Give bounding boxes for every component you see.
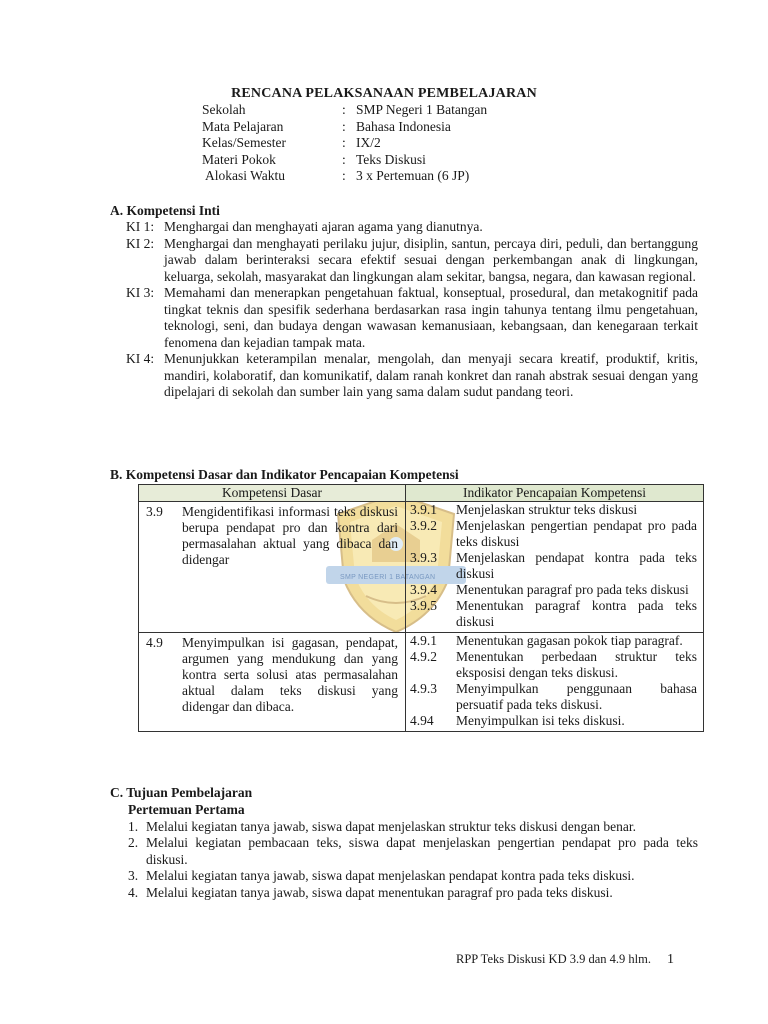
ki-item [126,285,698,351]
indicator-item [410,598,697,630]
indicator-number: 4.94 [410,713,434,728]
info-value: Bahasa Indonesia [356,118,451,134]
indicator-text: Menentukan gagasan pokok tiap paragraf. [456,633,683,648]
info-row [202,135,487,152]
indicator-item [410,649,697,681]
info-label: Alokasi Waktu [205,168,286,183]
section-b-heading: B. Kompetensi Dasar dan Indikator Pencapaian Kompetensi [110,467,459,482]
ki-key: KI 2: [126,235,155,251]
indicator-text: Menentukan perbedaan struktur teks eksposisi dengan teks diskusi. [456,649,697,680]
indicator-number: 3.9.3 [410,550,437,565]
indicator-number: 4.9.1 [410,633,437,648]
goal-item [128,885,698,902]
info-sep: : [342,168,346,183]
info-sep: : [342,151,346,167]
indicator-text: Menentukan paragraf kontra pada teks diskusi [456,598,697,629]
goal-number: 4. [128,884,139,900]
document-title: RENCANA PELAKSANAAN PEMBELAJARAN [231,86,537,101]
ki-text: Memahami dan menerapkan pengetahuan faktual, konseptual, prosedural, dan metakognitif pada tingkat teknis dan spesifik sederhana berdasarkan rasa ingin tahunya tentang ilmu pengetahuan, teknologi, seni, dan budaya dengan wawasan kemanusiaan, kebangsaan, dan kenegaraan terkait fenomena dan kejadian tampak mata. [164,285,698,350]
goal-text: Melalui kegiatan tanya jawab, siswa dapat menjelaskan pendapat kontra pada teks diskusi. [146,868,635,883]
indicator-item [410,713,697,729]
indicator-cell [406,502,704,633]
section-c-heading: C. Tujuan Pembelajaran [110,785,253,800]
info-row [202,119,487,136]
info-label: Kelas/Semester [202,135,286,150]
info-value: 3 x Pertemuan (6 JP) [356,168,470,183]
indicator-number: 4.9.2 [410,649,437,664]
indicator-cell [406,633,704,732]
meeting-subheading: Pertemuan Pertama [128,802,245,817]
indicator-item [410,633,697,649]
goal-text: Melalui kegiatan tanya jawab, siswa dapat menjelaskan struktur teks diskusi dengan benar. [146,818,636,834]
ki-text: Menghargai dan menghayati ajaran agama yang dianutnya. [164,219,483,234]
info-value: SMP Negeri 1 Batangan [356,102,488,117]
ki-item [126,351,698,401]
kd-text: Mengidentifikasi informasi teks diskusi berupa pendapat pro dan kontra dari permasalahan aktual yang dibaca dan didengar [182,504,398,567]
indicator-number: 3.9.4 [410,582,437,597]
table-row [139,502,704,633]
kd-cell [139,502,406,633]
page-footer [456,952,674,968]
indicator-number: 3.9.5 [410,598,437,613]
goal-text: Melalui kegiatan tanya jawab, siswa dapat menentukan paragraf pro pada teks diskusi. [146,884,613,900]
info-sep: : [342,135,346,150]
indicator-number: 3.9.1 [410,502,437,517]
info-row [202,152,487,169]
kd-number: 4.9 [146,635,163,650]
ki-item [126,219,698,236]
goals-list [128,802,698,901]
indicator-text: Menyimpulkan isi teks diskusi. [456,713,625,728]
indicator-number: 4.9.3 [410,681,437,696]
info-value: Teks Diskusi [356,151,426,167]
goal-item [128,868,698,885]
indicator-text: Menjelaskan pendapat kontra pada teks diskusi [456,550,697,581]
indicator-number: 3.9.2 [410,518,437,533]
info-label: Sekolah [202,102,246,117]
ki-text: Menghargai dan menghayati perilaku jujur, disiplin, santun, percaya diri, peduli, dan bertanggung jawab dalam berinteraksi secara efektif sesuai dengan perkembangan anak di lingkungan, keluarga, sekolah, masyarakat dan lingkungan alam sekitar, bangsa, negara, dan kawasan regional. [164,235,698,284]
info-block [202,102,487,185]
column-header-indicator: Indikator Pencapaian Kompetensi [406,485,704,502]
ki-list [126,219,698,401]
info-value: IX/2 [356,135,381,150]
competency-table [138,484,704,732]
info-label: Materi Pokok [202,151,276,167]
kd-text: Menyimpulkan isi gagasan, pendapat, argumen yang mendukung dan yang kontra serta solusi atas permasalahan aktual dalam teks diskusi yang didengar dan dibaca. [182,635,398,714]
footer-text: RPP Teks Diskusi KD 3.9 dan 4.9 hlm. [456,952,651,966]
indicator-item [410,582,697,598]
info-sep: : [342,102,346,117]
section-a-heading: A. Kompetensi Inti [110,203,220,218]
table-header-row [139,485,704,502]
ki-text: Menunjukkan keterampilan menalar, mengolah, dan menyaji secara kreatif, produktif, kritis, mandiri, kolaboratif, dan komunikatif, dalam ranah konkret dan ranah abstrak sesuai dengan yang dipelajari di sekolah dan sumber lain yang sama dalam sudut pandang teori. [164,351,698,399]
ki-key: KI 4: [126,351,155,366]
indicator-text: Menentukan paragraf pro pada teks diskusi [456,582,689,597]
indicator-text: Menjelaskan struktur teks diskusi [456,502,638,517]
indicator-item [410,518,697,550]
indicator-text: Menyimpulkan penggunaan bahasa persuatif pada teks diskusi. [456,681,697,712]
kd-number: 3.9 [146,504,163,519]
column-header-kd: Kompetensi Dasar [139,485,406,502]
goal-text: Melalui kegiatan pembacaan teks, siswa dapat menjelaskan pengertian pendapat pro pada teks diskusi. [146,835,698,867]
indicator-item [410,502,697,518]
goal-item [128,835,698,868]
page-number: 1 [666,952,674,967]
ki-key: KI 3: [126,285,155,300]
goal-number: 3. [128,868,139,883]
indicator-item [410,681,697,713]
watermark-caption: SMP NEGERI 1 BATANGAN [340,574,436,581]
goal-number: 2. [128,835,139,850]
ki-key: KI 1: [126,219,155,234]
info-row [202,168,487,185]
indicator-text: Menjelaskan pengertian pendapat pro pada teks diskusi [456,518,697,549]
info-row [202,102,487,119]
info-sep: : [342,118,346,134]
ki-item [126,236,698,286]
indicator-item [410,550,697,582]
info-label: Mata Pelajaran [202,118,284,134]
kd-cell [139,633,406,732]
table-row [139,633,704,732]
goal-number: 1. [128,818,139,834]
goal-item [128,819,698,836]
